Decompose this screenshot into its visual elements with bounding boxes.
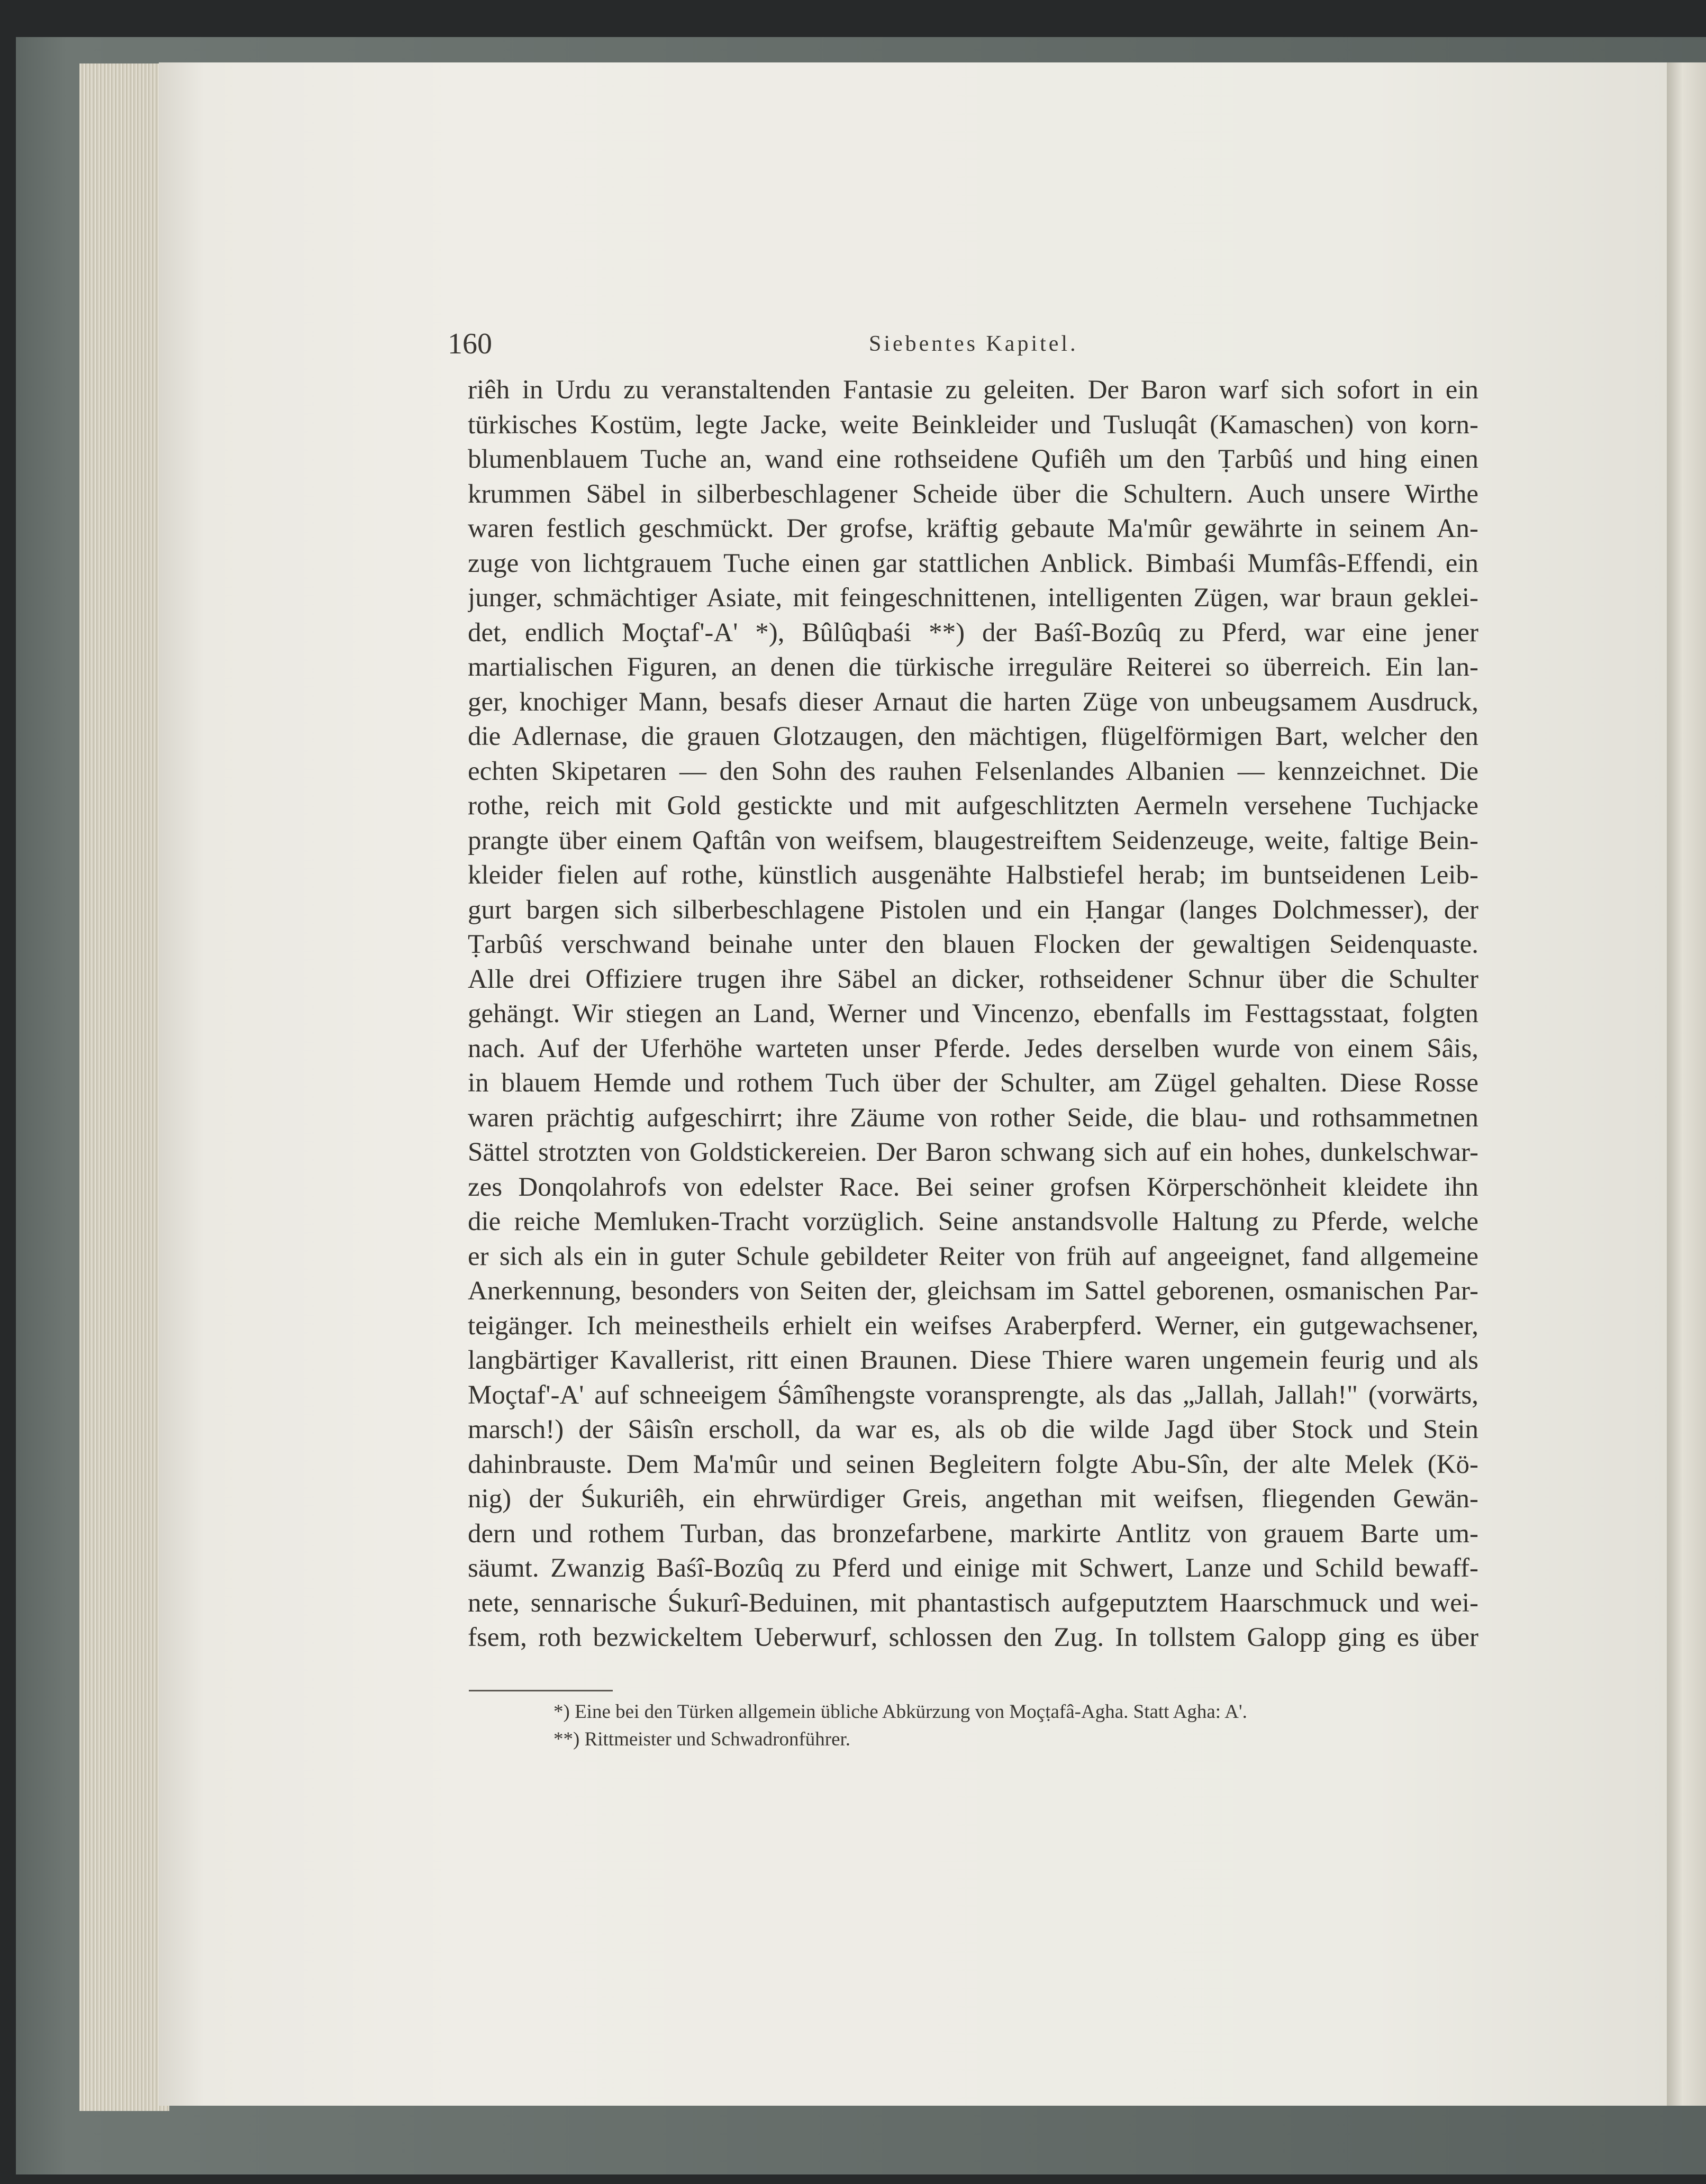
body-line: teigänger. Ich meinestheils erhielt ein weifses Araberpferd. Werner, ein gutgewachsener, <box>468 1311 1478 1341</box>
footnote-rule <box>469 1690 613 1691</box>
body-line: Sättel strotzten von Goldstickereien. Der Baron schwang sich auf ein hohes, dunkelschwar- <box>468 1138 1478 1167</box>
body-line: Moçtaf'-A' auf schneeigem Śâmîhengste voransprengte, als das „Jallah, Jallah!" (vorwärts, <box>468 1380 1478 1410</box>
body-line: zuge von lichtgrauem Tuche einen gar stattlichen Anblick. Bimbaśi Mumfâs-Effendi, ein <box>468 548 1478 578</box>
footnote: **) Rittmeister und Schwadronführer. <box>553 1728 851 1750</box>
body-line: langbärtiger Kavallerist, ritt einen Braunen. Diese Thiere waren ungemein feurig und als <box>468 1345 1478 1375</box>
page-header <box>448 327 1469 364</box>
body-line: waren prächtig aufgeschirrt; ihre Zäume von rother Seide, die blau- und rothsammetnen <box>468 1103 1478 1133</box>
body-line: det, endlich Moçtaf'-A' *), Bûlûqbaśi **) der Baśî-Bozûq zu Pferd, war eine jener <box>468 617 1478 648</box>
body-line: die Adlernase, die grauen Glotzaugen, den mächtigen, flügelförmigen Bart, welcher den <box>468 722 1478 751</box>
page-number: 160 <box>448 327 492 360</box>
body-line: dern und rothem Turban, das bronzefarbene, markirte Antlitz von grauem Barte um- <box>468 1518 1478 1549</box>
body-line: gurt bargen sich silberbeschlagene Pistolen und ein Ḥangar (langes Dolchmesser), der <box>468 895 1478 925</box>
body-line: er sich als ein in guter Schule gebildeter Reiter von früh auf angeeignet, fand allgemeine <box>468 1241 1478 1271</box>
body-line: prangte über einem Qaftân von weifsem, blaugestreiftem Seidenzeuge, weite, faltige Bein- <box>468 825 1478 856</box>
body-line: riêh in Urdu zu veranstaltenden Fantasie zu geleiten. Der Baron warf sich sofort in ein <box>468 375 1478 405</box>
body-line: Ṭarbûś verschwand beinahe unter den blauen Flocken der gewaltigen Seidenquaste. <box>468 930 1478 959</box>
body-line: gehängt. Wir stiegen an Land, Werner und Vincenzo, ebenfalls im Festtagsstaat, folgten <box>468 999 1478 1029</box>
footnote: *) Eine bei den Türken allgemein übliche Abkürzung von Moçṭafâ-Agha. Statt Agha: A'. <box>553 1701 1247 1723</box>
page-edges-left <box>79 63 169 2111</box>
body-text <box>468 373 1478 1655</box>
body-line: echten Skipetaren — den Sohn des rauhen Felsenlandes Albanien — kennzeichnet. Die <box>468 756 1478 786</box>
body-line: waren festlich geschmückt. Der grofse, kräftig gebaute Ma'mûr gewährte in seinem An- <box>468 514 1478 543</box>
body-line: in blauem Hemde und rothem Tuch über der Schulter, am Zügel gehalten. Diese Rosse <box>468 1068 1478 1098</box>
body-line: Alle drei Offiziere trugen ihre Säbel an dicker, rothseidener Schnur über die Schulter <box>468 964 1478 994</box>
body-line: dahinbrauste. Dem Ma'mûr und seinen Begleitern folgte Abu-Sîn, der alte Melek (Kö- <box>468 1449 1478 1479</box>
body-line: ger, knochiger Mann, besafs dieser Arnaut die harten Züge von unbeugsamem Ausdruck, <box>468 687 1478 717</box>
body-line: blumenblauem Tuche an, wand eine rothseidene Qufiêh um den Ṭarbûś und hing einen <box>468 444 1478 474</box>
body-line: kleider fielen auf rothe, künstlich ausgenähte Halbstiefel herab; im buntseidenen Leib- <box>468 860 1478 890</box>
body-line: türkisches Kostüm, legte Jacke, weite Beinkleider und Tusluqât (Kamaschen) von korn- <box>468 410 1478 440</box>
footnotes <box>553 1698 1453 1753</box>
page-edge-right <box>1667 62 1706 2106</box>
body-line: nete, sennarische Śukurî-Beduinen, mit phantastisch aufgeputztem Haarschmuck und wei- <box>468 1588 1478 1618</box>
body-line: nach. Auf der Uferhöhe warteten unser Pferde. Jedes derselben wurde von einem Sâis, <box>468 1033 1478 1063</box>
body-line: martialischen Figuren, an denen die türkische irreguläre Reiterei so überreich. Ein lan- <box>468 652 1478 682</box>
body-line: die reiche Memluken-Tracht vorzüglich. Seine anstandsvolle Haltung zu Pferde, welche <box>468 1207 1478 1236</box>
body-line: fsem, roth bezwickeltem Ueberwurf, schlossen den Zug. In tollstem Galopp ging es über <box>468 1623 1478 1652</box>
running-head: Siebentes Kapitel. <box>869 332 1078 356</box>
body-line: junger, schmächtiger Asiate, mit feingeschnittenen, intelligenten Zügen, war braun geklei- <box>468 583 1478 613</box>
body-line: nig) der Śukuriêh, ein ehrwürdiger Greis, angethan mit weifsen, fliegenden Gewän- <box>468 1484 1478 1514</box>
body-line: rothe, reich mit Gold gestickte und mit aufgeschlitzten Aermeln versehene Tuchjacke <box>468 791 1478 821</box>
body-line: säumt. Zwanzig Baśî-Bozûq zu Pferd und einige mit Schwert, Lanze und Schild bewaff- <box>468 1553 1478 1583</box>
body-line: krummen Säbel in silberbeschlagener Scheide über die Schultern. Auch unsere Wirthe <box>468 479 1478 509</box>
body-line: zes Donqolahrofs von edelster Race. Bei seiner grofsen Körperschönheit kleidete ihn <box>468 1172 1478 1202</box>
body-line: marsch!) der Sâisîn erscholl, da war es, als ob die wilde Jagd über Stock und Stein <box>468 1415 1478 1444</box>
body-line: Anerkennung, besonders von Seiten der, gleichsam im Sattel geborenen, osmanischen Par- <box>468 1276 1478 1306</box>
